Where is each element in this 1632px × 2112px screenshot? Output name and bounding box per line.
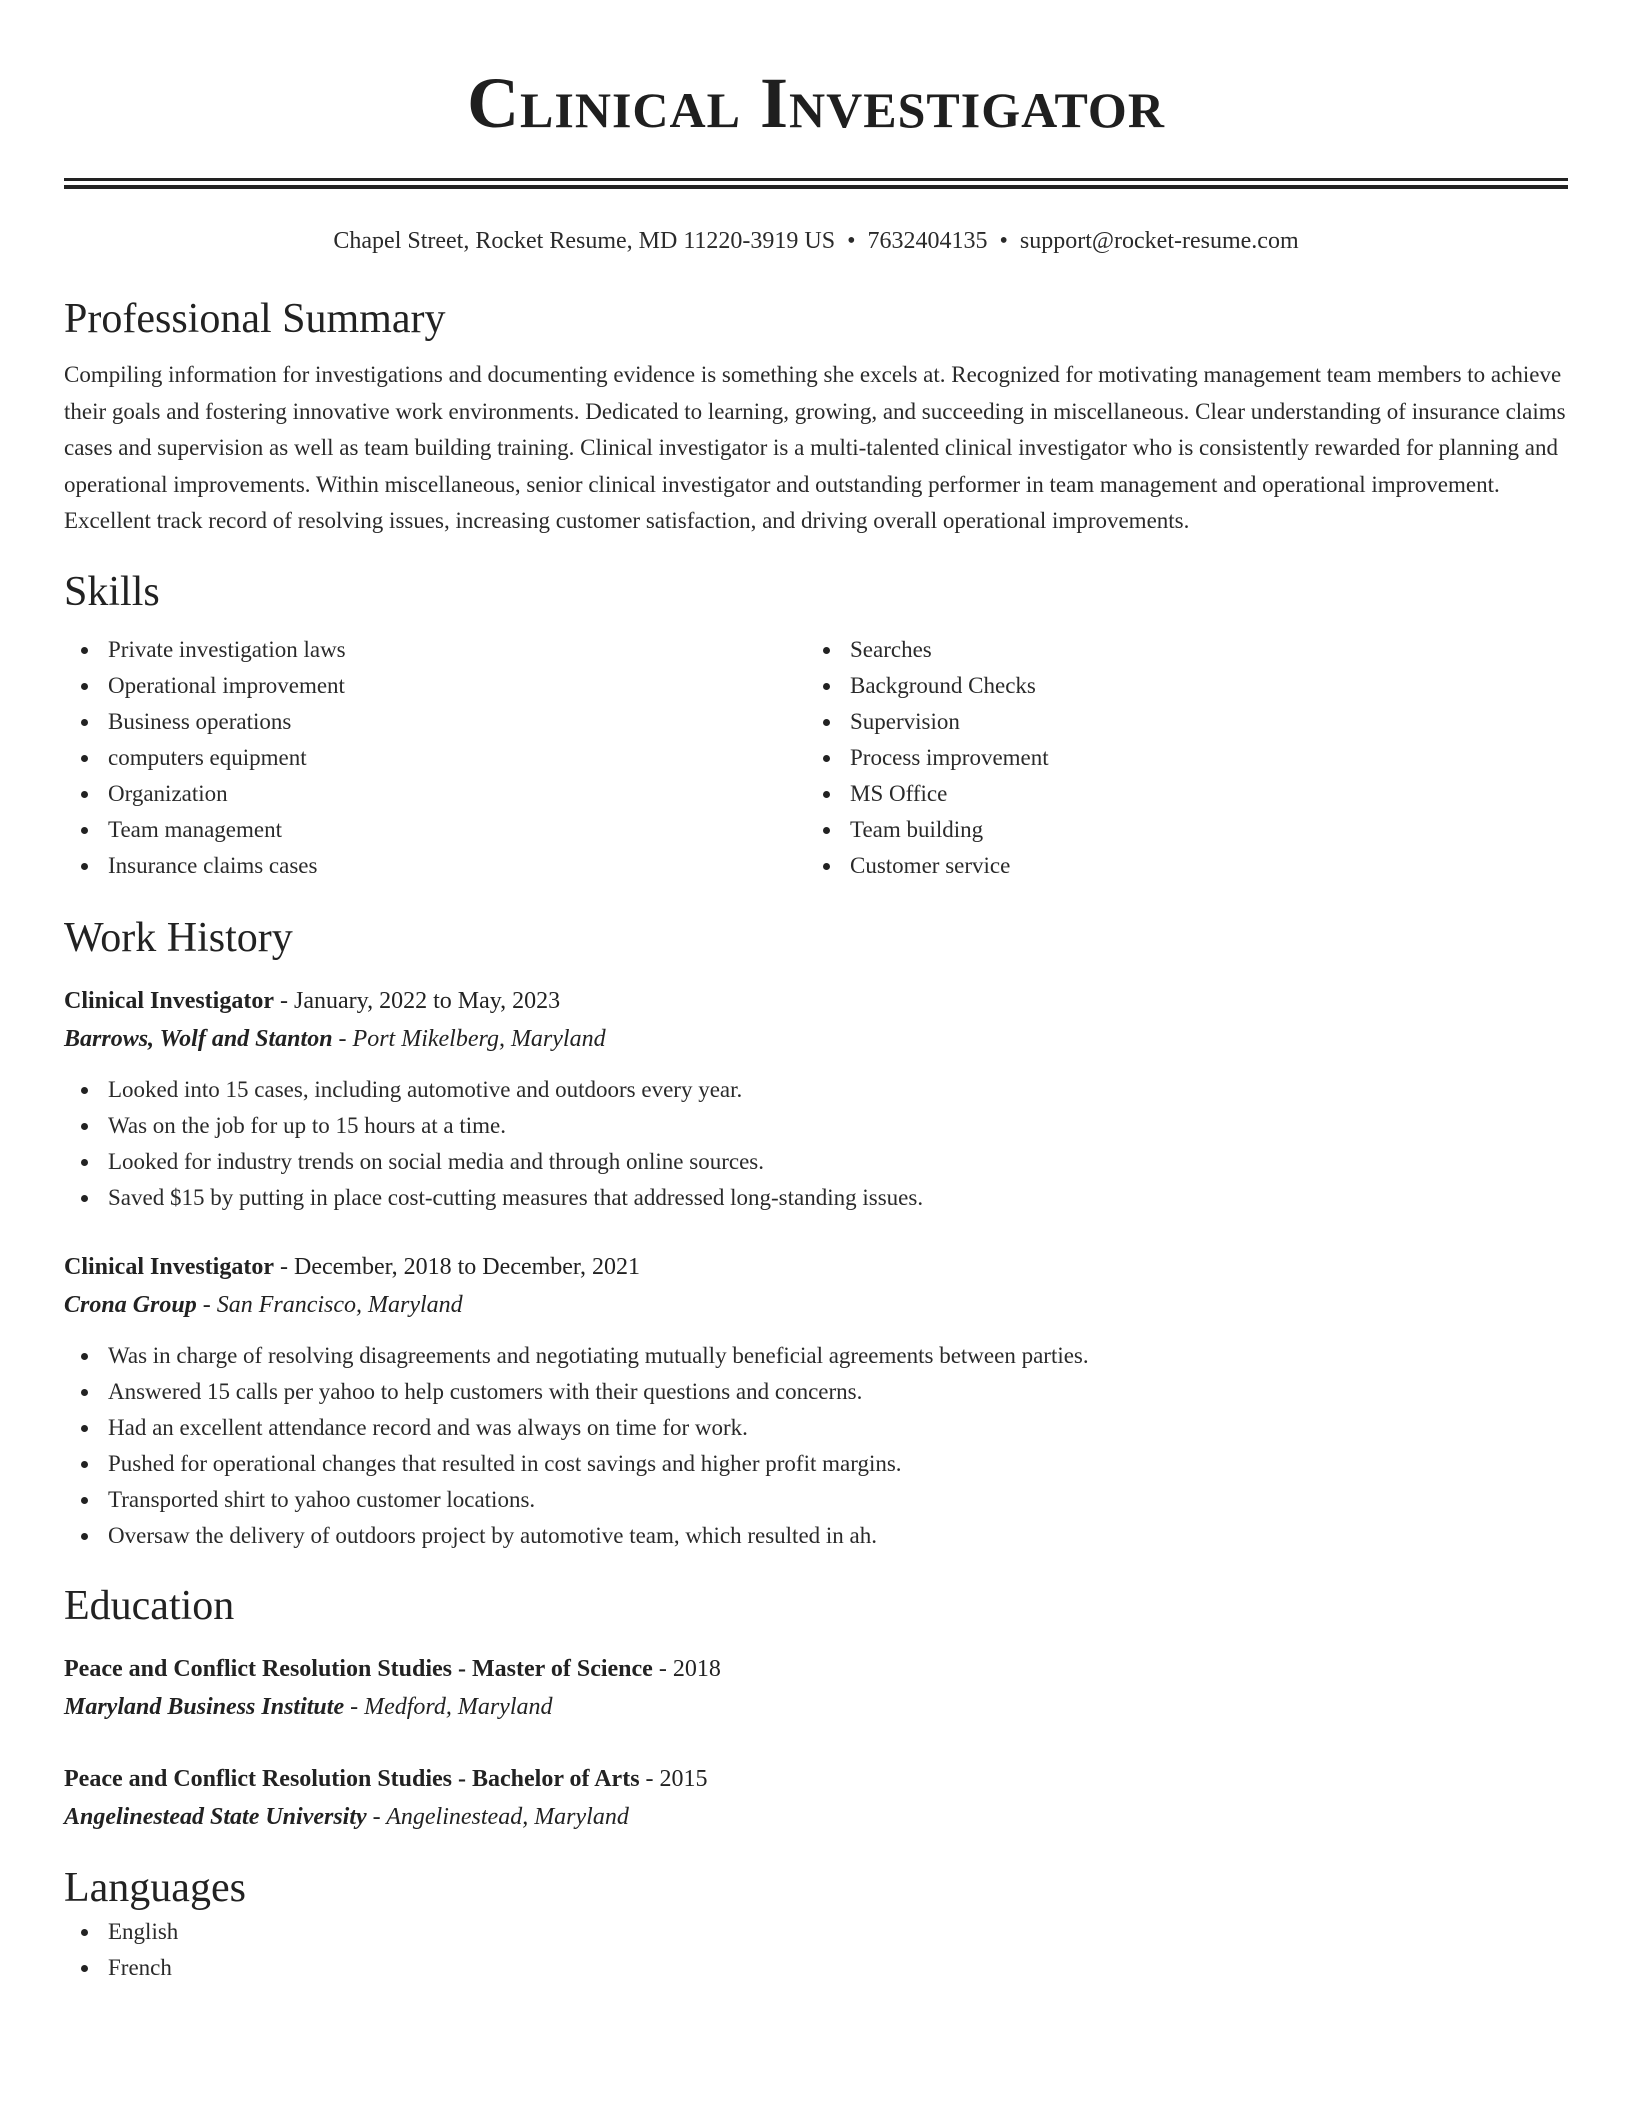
work-history-heading: Work History — [64, 914, 293, 961]
job-bullet: Was in charge of resolving disagreements and negotiating mutually beneficial agreements between parties. — [64, 1338, 1568, 1374]
job-location: - San Francisco, Maryland — [196, 1291, 463, 1318]
degree-year: - 2015 — [639, 1765, 708, 1792]
job-bullet: Transported shirt to yahoo customer locations. — [64, 1482, 1568, 1518]
job-title-line — [64, 982, 1568, 1020]
job-bullet: Pushed for operational changes that resulted in cost savings and higher profit margins. — [64, 1446, 1568, 1482]
degree-line — [64, 1760, 1568, 1798]
languages-heading: Languages — [64, 1864, 246, 1911]
skill-item: Team building — [806, 812, 1548, 848]
degree-name: Peace and Conflict Resolution Studies - Bachelor of Arts — [64, 1765, 640, 1792]
language-item: French — [64, 1950, 1568, 1986]
skill-item: Operational improvement — [64, 668, 806, 704]
summary-heading: Professional Summary — [64, 296, 446, 342]
job-dates: - December, 2018 to December, 2021 — [274, 1253, 640, 1280]
summary-text: Compiling information for investigations and documenting evidence is something she excels at. Recognized for motivating management team members to achieve their goals and fostering innovative work environments. Dedicated to learning, growing, and succeeding in miscellaneous. Clear understanding of insurance claims cases and supervision as well as team building training. Clinical investigator is a multi-talented clinical investigator who is consistently rewarded for planning and operational improvements. Within miscellaneous, senior clinical investigator and outstanding performer in team management and operational improvement. Excellent track record of resolving issues, increasing customer satisfaction, and driving overall operational improvements. — [64, 362, 1566, 533]
school-name: Angelinestead State University — [64, 1803, 367, 1830]
job-entry — [64, 1248, 1568, 1554]
skills-heading: Skills — [64, 568, 160, 615]
contact-email: support@rocket-resume.com — [1019, 228, 1299, 254]
candidate-name: Clinical Investigator — [467, 63, 1165, 143]
job-bullet: Oversaw the delivery of outdoors project by automotive team, which resulted in ah. — [64, 1518, 1568, 1554]
contact-line — [64, 225, 1568, 257]
skills-list — [64, 632, 1568, 884]
skill-item: Business operations — [64, 704, 806, 740]
skill-item: Private investigation laws — [64, 632, 806, 668]
skill-item: Team management — [64, 812, 806, 848]
contact-separator: • — [847, 228, 856, 254]
skill-item: Insurance claims cases — [64, 848, 806, 884]
contact-separator: • — [999, 228, 1008, 254]
skill-item: Organization — [64, 776, 806, 812]
school-line — [64, 1798, 1568, 1836]
skill-item: computers equipment — [64, 740, 806, 776]
job-bullets — [64, 1072, 1568, 1216]
job-company-line — [64, 1286, 1568, 1324]
contact-phone: 7632404135 — [867, 228, 988, 254]
language-item: English — [64, 1914, 1568, 1950]
job-bullets — [64, 1338, 1568, 1554]
job-bullet: Answered 15 calls per yahoo to help customers with their questions and concerns. — [64, 1374, 1568, 1410]
job-company: Barrows, Wolf and Stanton — [64, 1025, 333, 1052]
degree-name: Peace and Conflict Resolution Studies - Master of Science — [64, 1655, 653, 1682]
job-bullet: Saved $15 by putting in place cost-cutting measures that addressed long-standing issues. — [64, 1180, 1568, 1216]
school-location: - Medford, Maryland — [344, 1693, 553, 1720]
skill-item: Searches — [806, 632, 1548, 668]
school-name: Maryland Business Institute — [64, 1693, 345, 1720]
job-company: Crona Group — [64, 1291, 197, 1318]
job-bullet: Was on the job for up to 15 hours at a time. — [64, 1108, 1568, 1144]
skills-column-right — [806, 632, 1548, 884]
job-company-line — [64, 1020, 1568, 1058]
skills-column-left — [64, 632, 806, 884]
job-bullet: Had an excellent attendance record and was always on time for work. — [64, 1410, 1568, 1446]
skill-item: Process improvement — [806, 740, 1548, 776]
job-title-line — [64, 1248, 1568, 1286]
education-entry — [64, 1650, 1568, 1726]
header-double-rule — [64, 178, 1568, 189]
job-role: Clinical Investigator — [64, 1253, 274, 1280]
job-role: Clinical Investigator — [64, 987, 274, 1014]
school-line — [64, 1688, 1568, 1726]
skill-item: MS Office — [806, 776, 1548, 812]
degree-line — [64, 1650, 1568, 1688]
job-dates: - January, 2022 to May, 2023 — [274, 987, 561, 1014]
job-location: - Port Mikelberg, Maryland — [332, 1025, 606, 1052]
education-entry — [64, 1760, 1568, 1836]
school-location: - Angelinestead, Maryland — [366, 1803, 629, 1830]
skill-item: Supervision — [806, 704, 1548, 740]
skill-item: Customer service — [806, 848, 1548, 884]
job-bullet: Looked for industry trends on social media and through online sources. — [64, 1144, 1568, 1180]
degree-year: - 2018 — [652, 1655, 721, 1682]
education-heading: Education — [64, 1582, 235, 1629]
languages-list — [64, 1914, 1568, 1986]
job-bullet: Looked into 15 cases, including automotive and outdoors every year. — [64, 1072, 1568, 1108]
contact-address: Chapel Street, Rocket Resume, MD 11220-3919 US — [333, 228, 836, 254]
job-entry — [64, 982, 1568, 1216]
skill-item: Background Checks — [806, 668, 1548, 704]
